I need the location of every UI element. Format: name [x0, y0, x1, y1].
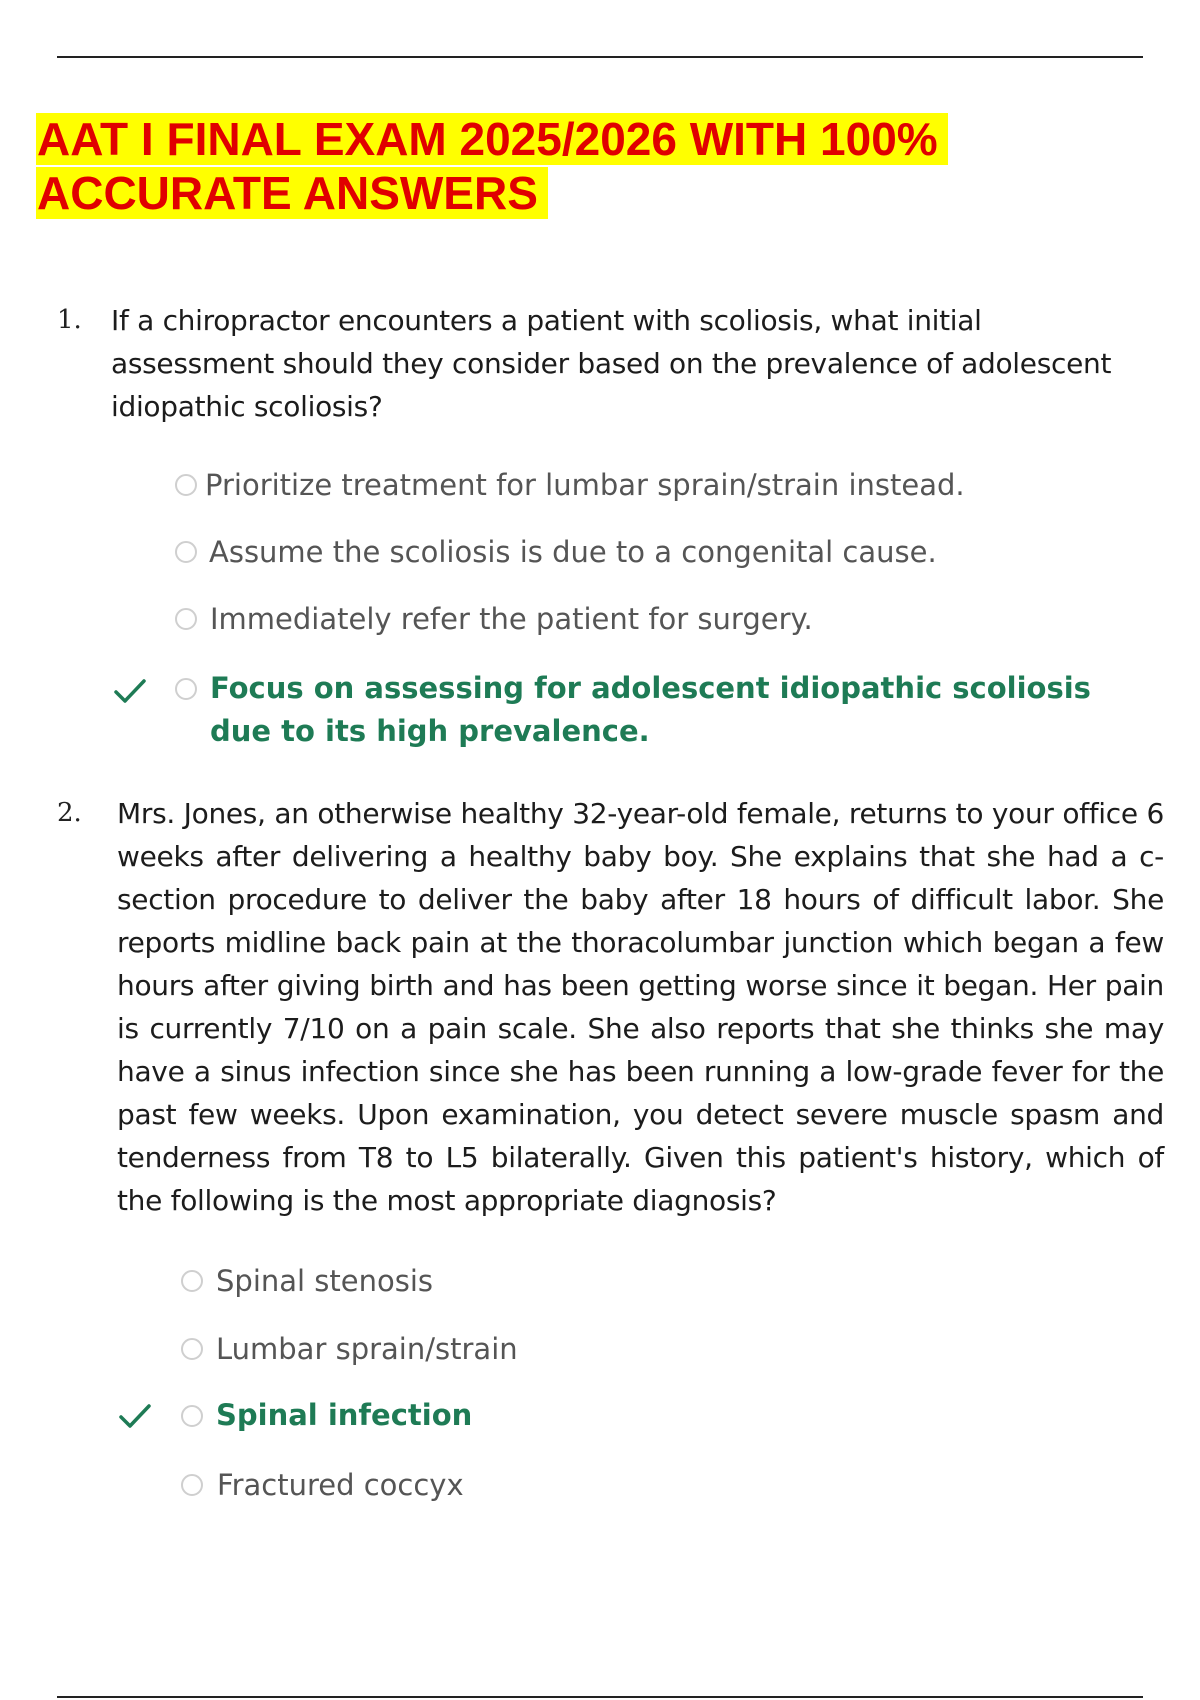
question-number: 2. [57, 798, 82, 828]
answer-option[interactable] [175, 463, 1075, 511]
radio-circle-icon[interactable] [175, 608, 197, 630]
answer-option-correct[interactable] [181, 1394, 881, 1442]
option-label: Spinal infection [216, 1398, 473, 1432]
option-label: Lumbar sprain/strain [216, 1332, 518, 1366]
option-label: Prioritize treatment for lumbar sprain/strain instead. [205, 468, 965, 502]
title-line-2: ACCURATE ANSWERS [36, 167, 548, 219]
bottom-divider [57, 1696, 1143, 1698]
question-number: 1. [57, 305, 82, 335]
answer-option[interactable] [175, 597, 1075, 645]
radio-circle-icon[interactable] [181, 1405, 203, 1427]
answer-option[interactable] [181, 1463, 881, 1511]
answer-option[interactable] [181, 1327, 881, 1375]
radio-circle-icon[interactable] [181, 1338, 203, 1360]
answer-option-correct[interactable] [175, 667, 1140, 757]
title-line-1: AAT I FINAL EXAM 2025/2026 WITH 100% [36, 113, 948, 165]
question-text: If a chiropractor encounters a patient with scoliosis, what initial assessment should they consider based on the prevalence of adolescent idiopathic scoliosis? [111, 304, 1112, 423]
top-divider [57, 56, 1143, 58]
radio-circle-icon[interactable] [181, 1270, 203, 1292]
radio-circle-icon[interactable] [175, 474, 197, 496]
radio-circle-icon[interactable] [175, 678, 197, 700]
option-label: Spinal stenosis [216, 1264, 434, 1298]
document-title [36, 112, 948, 220]
answer-option[interactable] [181, 1259, 881, 1307]
answer-option[interactable] [175, 530, 1075, 578]
option-label: Immediately refer the patient for surgery. [210, 602, 813, 636]
checkmark-icon [118, 1402, 152, 1430]
option-label: Focus on assessing for adolescent idiopathic scoliosis due to its high prevalence. [210, 671, 1091, 748]
radio-circle-icon[interactable] [181, 1474, 203, 1496]
option-label: Fractured coccyx [217, 1468, 464, 1502]
checkmark-icon [113, 677, 147, 705]
option-label: Assume the scoliosis is due to a congenital cause. [209, 535, 937, 569]
question-text: Mrs. Jones, an otherwise healthy 32-year-old female, returns to your office 6 weeks after delivering a healthy baby boy. She explains that she had a c-section procedure to deliver the baby after 18 hours of difficult labor. She reports midline back pain at the thoracolumbar junction which began a few hours after giving birth and has been getting worse since it began. Her pain is currently 7/10 on a pain scale. She also reports that she thinks she may have a sinus infection since she has been running a low-grade fever for the past few weeks. Upon examination, you detect severe muscle spasm and tenderness from T8 to L5 bilaterally. Given this patient's history, which of the following is the most appropriate diagnosis? [117, 797, 1164, 1217]
radio-circle-icon[interactable] [175, 541, 197, 563]
